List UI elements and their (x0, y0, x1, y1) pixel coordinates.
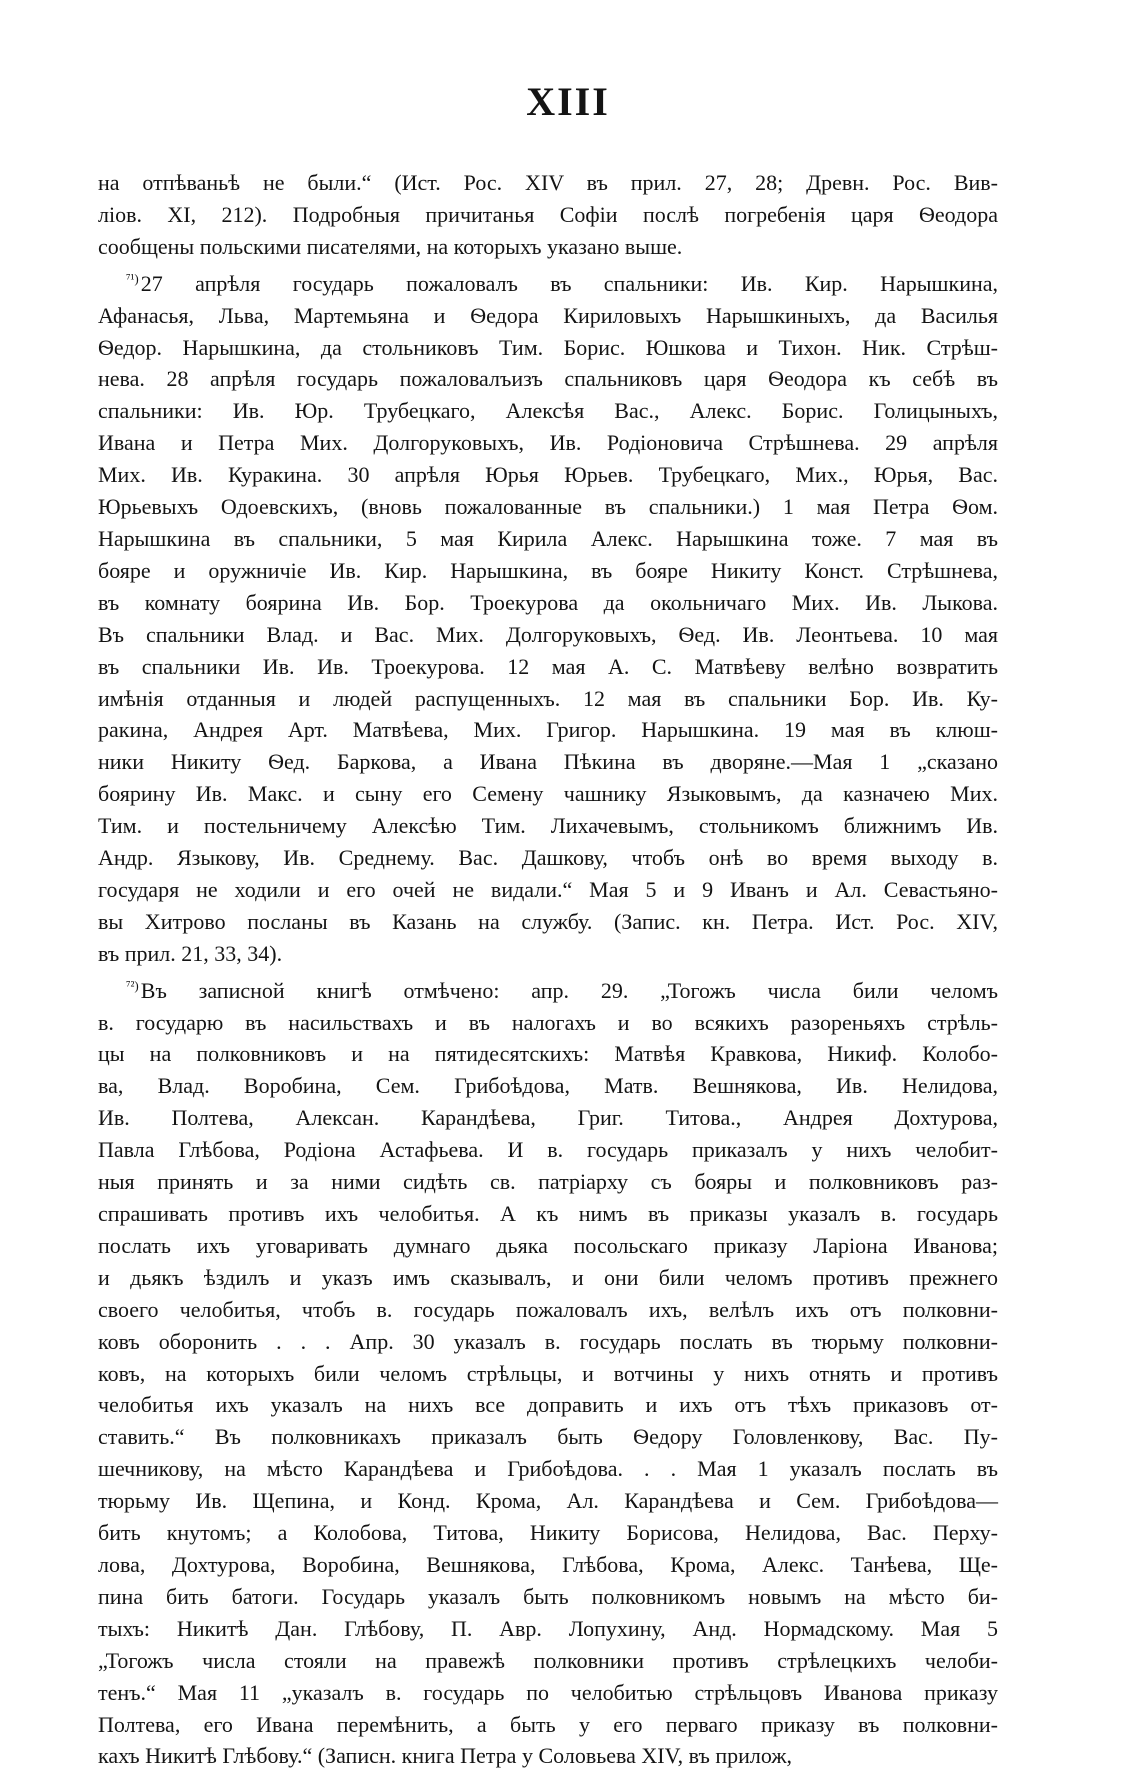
text-line-content: ракина, Андрея Арт. Матвѣева, Мих. Григор. Нарышкина. 19 мая въ клюш- (98, 717, 998, 743)
text-line-content: Ив. Полтева, Алексан. Карандѣева, Григ. Титова., Андрея Дохтурова, (98, 1105, 998, 1131)
text-line (98, 1421, 998, 1453)
text-line (98, 906, 998, 938)
text-line (98, 395, 998, 427)
text-line (98, 683, 998, 715)
text-line-content: бояре и оружничіе Ив. Кир. Нарышкина, въ бояре Никиту Конст. Стрѣшнева, (98, 557, 998, 583)
text-line-content: тенъ.“ Мая 11 „указалъ в. государь по челобитью стрѣльцовъ Иванова приказу (98, 1679, 998, 1705)
text-line (98, 714, 998, 746)
text-line (98, 1134, 998, 1166)
text-line-content: своего челобитья, чтобъ в. государь пожаловалъ ихъ, велѣлъ ихъ отъ полковни- (98, 1296, 998, 1322)
text-line (98, 167, 998, 199)
text-line (98, 619, 998, 651)
text-line (98, 1485, 998, 1517)
body-text (98, 167, 998, 1772)
text-line-content: ковъ, на которыхъ били челомъ стрѣльцы, и вотчины у нихъ отнять и противъ (98, 1360, 998, 1386)
text-line-content: ва, Влад. Воробина, Сем. Грибоѣдова, Матв. Вешнякова, Ив. Нелидова, (98, 1073, 998, 1099)
text-line-content: Въ записной книгѣ отмѣчено: апр. 29. „Тогожъ числа били челомъ (140, 977, 998, 1003)
text-line-content: на отпѣваньѣ не были.“ (Ист. Рос. XIV въ прил. 27, 28; Древн. Рос. Вив- (98, 170, 998, 195)
text-line (98, 810, 998, 842)
text-line (98, 970, 998, 1007)
text-line (98, 1517, 998, 1549)
text-line (98, 263, 998, 300)
text-line (98, 1709, 998, 1741)
text-line-content: пина бить батоги. Государь указалъ быть полковникомъ новымъ на мѣсто би- (98, 1583, 998, 1609)
text-line (98, 778, 998, 810)
text-line-content: въ комнату боярина Ив. Бор. Троекурова да окольничаго Мих. Ив. Лыкова. (98, 589, 998, 615)
text-line (98, 523, 998, 555)
text-line-content: в. государю въ насильствахъ и въ налогахъ и во всякихъ разореньяхъ стрѣль- (98, 1009, 998, 1035)
text-line (98, 587, 998, 619)
text-line (98, 1358, 998, 1390)
text-line-content: „Тогожъ числа стояли на правежѣ полковники противъ стрѣлецкихъ челоби- (98, 1647, 998, 1673)
text-line-content: челобитья ихъ указалъ на нихъ все доправить и ихъ отъ тѣхъ приказовъ от- (98, 1392, 998, 1418)
text-line (98, 1070, 998, 1102)
text-line (98, 1230, 998, 1262)
text-line (98, 1294, 998, 1326)
text-line (98, 1038, 998, 1070)
text-line (98, 1007, 998, 1039)
text-line-content: Въ спальники Влад. и Вас. Мих. Долгоруковыхъ, Ѳед. Ив. Леонтьева. 10 мая (98, 621, 998, 647)
text-line (98, 1166, 998, 1198)
footnote-marker: ⁷²) (126, 977, 139, 993)
text-line-content: Ивана и Петра Мих. Долгоруковыхъ, Ив. Родіоновича Стрѣшнева. 29 апрѣля (98, 430, 998, 456)
text-line-content: боярину Ив. Макс. и сыну его Семену чашнику Языковымъ, да казначею Мих. (98, 781, 998, 807)
text-line-content: 27 апрѣля государь пожаловалъ въ спальники: Ив. Кир. Нарышкина, (140, 270, 998, 296)
text-line (98, 1326, 998, 1358)
text-line (98, 938, 998, 970)
text-line-content: ставить.“ Въ полковникахъ приказалъ быть Ѳедору Головленкову, Вас. Пу- (98, 1424, 998, 1450)
text-line-content: Полтева, его Ивана перемѣнить, а быть у его перваго приказу въ полковни- (98, 1711, 998, 1737)
text-line-content: Мих. Ив. Куракина. 30 апрѣля Юрья Юрьев. Трубецкаго, Мих., Юрья, Вас. (98, 462, 998, 488)
text-line (98, 842, 998, 874)
text-line-content: государя не ходили и его очей не видали.“ Мая 5 и 9 Иванъ и Ал. Севастьяно- (98, 876, 998, 902)
text-line-content: кахъ Никитѣ Глѣбову.“ (Записн. книга Петра у Соловьева XIV, въ прилож, (98, 1743, 793, 1769)
text-line-content: тыхъ: Никитѣ Дан. Глѣбову, П. Авр. Лопухину, Анд. Нормадскому. Мая 5 (98, 1615, 998, 1641)
text-line-content: Нарышкина въ спальники, 5 мая Кирила Алекс. Нарышкина тоже. 7 мая въ (98, 525, 998, 551)
text-line (98, 491, 998, 523)
text-line-content: имѣнія отданныя и людей распущенныхъ. 12 мая въ спальники Бор. Ив. Ку- (98, 685, 998, 711)
text-line (98, 427, 998, 459)
footnote-marker: ⁷¹) (126, 270, 139, 286)
text-line-content: и дьякъ ѣздилъ и указъ имъ сказывалъ, и они били челомъ противъ прежнего (98, 1264, 998, 1290)
text-line (98, 1613, 998, 1645)
text-line (98, 363, 998, 395)
text-line-content: ліов. XI, 212). Подробныя причитанья Софіи послѣ погребенія царя Ѳеодора (98, 201, 998, 227)
text-line (98, 1453, 998, 1485)
text-line (98, 651, 998, 683)
page-number: XIII (526, 79, 610, 124)
text-line (98, 1549, 998, 1581)
document-page (98, 78, 998, 1772)
text-line (98, 746, 998, 778)
text-line (98, 1389, 998, 1421)
text-line-content: Юрьевыхъ Одоевскихъ, (вновь пожалованные въ спальники.) 1 мая Петра Ѳом. (98, 494, 998, 520)
text-line-content: спрашивать противъ ихъ челобитья. А къ нимъ въ приказы указалъ в. государь (98, 1201, 998, 1226)
text-line-content: вы Хитрово посланы въ Казань на службу. (Запис. кн. Петра. Ист. Рос. XIV, (98, 908, 998, 934)
text-line (98, 231, 998, 263)
text-line-content: нева. 28 апрѣля государь пожаловалъизъ спальниковъ царя Ѳеодора къ себѣ въ (98, 366, 998, 392)
text-line (98, 874, 998, 906)
text-line (98, 332, 998, 364)
text-line (98, 1102, 998, 1134)
text-line-content: въ спальники Ив. Ив. Троекурова. 12 мая А. С. Матвѣеву велѣно возвратить (98, 653, 998, 679)
text-line (98, 1581, 998, 1613)
text-line (98, 555, 998, 587)
text-line (98, 1198, 998, 1230)
text-line-content: ныя принять и за ними сидѣть св. патріарху съ бояры и полковниковъ раз- (98, 1169, 998, 1195)
text-line-content: тюрьму Ив. Щепина, и Конд. Крома, Ал. Карандѣева и Сем. Грибоѣдова— (98, 1488, 998, 1514)
text-line-content: ковъ оборонить . . . Апр. 30 указалъ в. государь послать въ тюрьму полковни- (98, 1328, 998, 1354)
text-line (98, 1740, 998, 1772)
text-line-content: Афанасья, Льва, Мартемьяна и Ѳедора Кириловыхъ Нарышкиныхъ, да Василья (98, 302, 998, 328)
text-line (98, 1677, 998, 1709)
text-line (98, 300, 998, 332)
text-line-content: цы на полковниковъ и на пятидесятскихъ: Матвѣя Кравкова, Никиф. Колобо- (98, 1041, 998, 1067)
text-line-content: Тим. и постельничему Алексѣю Тим. Лихачевымъ, стольникомъ ближнимъ Ив. (98, 813, 998, 839)
text-line (98, 199, 998, 231)
text-line (98, 459, 998, 491)
text-line-content: послать ихъ уговаривать думнаго дьяка посольскаго приказу Ларіона Иванова; (98, 1232, 998, 1258)
text-line-content: въ прил. 21, 33, 34). (98, 940, 283, 966)
text-line-content: бить кнутомъ; а Колобова, Титова, Никиту Борисова, Нелидова, Вас. Перху- (98, 1520, 998, 1546)
text-line (98, 1645, 998, 1677)
text-line-content: Андр. Языкову, Ив. Среднему. Вас. Дашкову, чтобъ онѣ во время выходу в. (98, 845, 998, 871)
text-line-content: сообщены польскими писателями, на которыхъ указано выше. (98, 233, 683, 259)
text-line-content: Павла Глѣбова, Родіона Астафьева. И в. государь приказалъ у нихъ челобит- (98, 1137, 998, 1163)
text-line (98, 1262, 998, 1294)
text-line-content: Ѳедор. Нарышкина, да стольниковъ Тим. Борис. Юшкова и Тихон. Ник. Стрѣш- (98, 334, 998, 360)
text-line-content: шечникову, на мѣсто Карандѣева и Грибоѣдова. . . Мая 1 указалъ послать въ (98, 1456, 998, 1482)
text-line-content: спальники: Ив. Юр. Трубецкаго, Алексѣя Вас., Алекс. Борис. Голицыныхъ, (98, 398, 998, 424)
text-line-content: ники Никиту Ѳед. Баркова, а Ивана Пѣкина въ дворяне.—Мая 1 „сказано (98, 749, 998, 775)
text-line-content: лова, Дохтурова, Воробина, Вешнякова, Глѣбова, Крома, Алекс. Танѣева, Ще- (98, 1551, 998, 1577)
